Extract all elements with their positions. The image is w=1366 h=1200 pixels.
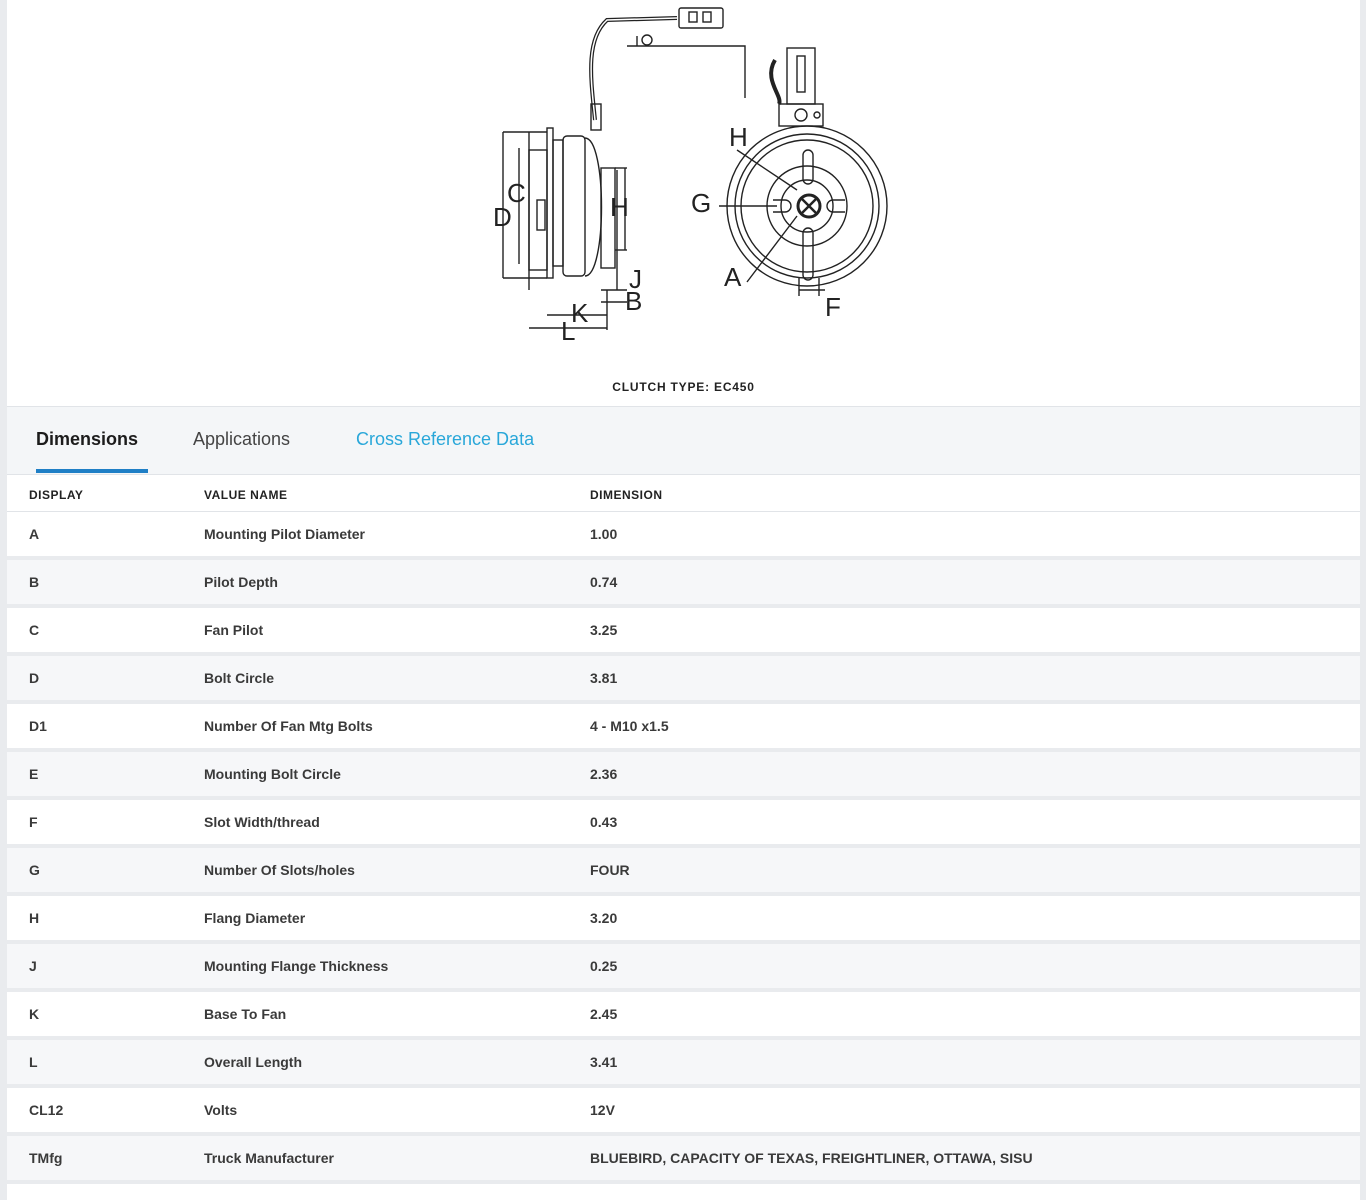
tab-cross-reference-data[interactable]	[356, 429, 534, 450]
table-row	[7, 848, 1360, 896]
cell-display: A	[29, 526, 40, 542]
svg-text:G: G	[691, 188, 712, 218]
column-header-dimension: DIMENSION	[590, 488, 663, 502]
svg-text:D: D	[493, 202, 512, 232]
active-tab-indicator	[36, 469, 148, 473]
cell-dimension: 2.36	[590, 766, 618, 782]
column-header-value-name: VALUE NAME	[204, 488, 288, 502]
cell-value-name: Truck Manufacturer	[204, 1150, 334, 1166]
table-row	[7, 608, 1360, 656]
svg-text:L: L	[561, 316, 576, 346]
tab-applications-label: Applications	[193, 429, 291, 449]
cell-display: G	[29, 862, 40, 878]
svg-text:B: B	[625, 286, 643, 316]
table-row	[7, 656, 1360, 704]
svg-text:H: H	[729, 122, 748, 152]
svg-text:J: J	[629, 264, 642, 294]
clutch-type-caption: CLUTCH TYPE: EC450	[612, 380, 755, 394]
cell-display: CL12	[29, 1102, 64, 1118]
cell-dimension: 4 - M10 x1.5	[590, 718, 669, 734]
cell-display: C	[29, 622, 40, 638]
cell-display: J	[29, 958, 37, 974]
cell-value-name: Mounting Bolt Circle	[204, 766, 341, 782]
cell-display: F	[29, 814, 38, 830]
cell-value-name: Base To Fan	[204, 1006, 287, 1022]
svg-text:F: F	[825, 292, 841, 322]
dimensions-table	[7, 475, 1360, 1184]
cell-value-name: Number Of Fan Mtg Bolts	[204, 718, 373, 734]
table-row	[7, 1088, 1360, 1136]
cell-dimension: 0.43	[590, 814, 618, 830]
table-row	[7, 560, 1360, 608]
cell-dimension: 3.25	[590, 622, 618, 638]
cell-display: D1	[29, 718, 47, 734]
table-row	[7, 1136, 1360, 1184]
tab-dimensions[interactable]	[36, 429, 138, 450]
cell-value-name: Bolt Circle	[204, 670, 275, 686]
cell-dimension: 3.41	[590, 1054, 618, 1070]
table-row	[7, 896, 1360, 944]
cell-dimension: FOUR	[590, 862, 630, 878]
clutch-technical-drawing	[467, 0, 927, 350]
cell-value-name: Volts	[204, 1102, 238, 1118]
tab-bar	[7, 406, 1360, 475]
cell-display: D	[29, 670, 40, 686]
table-row	[7, 1040, 1360, 1088]
table-row	[7, 944, 1360, 992]
cell-value-name: Slot Width/thread	[204, 814, 320, 830]
cell-dimension: 12V	[590, 1102, 615, 1118]
cell-value-name: Overall Length	[204, 1054, 303, 1070]
cell-value-name: Mounting Flange Thickness	[204, 958, 389, 974]
cell-value-name: Pilot Depth	[204, 574, 278, 590]
cell-display: E	[29, 766, 39, 782]
cell-value-name: Number Of Slots/holes	[204, 862, 355, 878]
clutch-diagram	[7, 0, 1360, 406]
table-row	[7, 704, 1360, 752]
svg-text:C: C	[507, 178, 526, 208]
table-body	[7, 512, 1360, 1184]
tab-applications[interactable]	[193, 429, 290, 450]
cell-dimension: BLUEBIRD, CAPACITY OF TEXAS, FREIGHTLINER, OTTAWA, SISU	[590, 1150, 1033, 1166]
cell-display: H	[29, 910, 40, 926]
product-detail-panel	[7, 0, 1360, 1200]
cell-display: K	[29, 1006, 40, 1022]
cell-display: L	[29, 1054, 38, 1070]
table-header	[7, 475, 1360, 512]
tab-cross-reference-data-label: Cross Reference Data	[356, 429, 535, 449]
cell-value-name: Flang Diameter	[204, 910, 306, 926]
cell-dimension: 0.74	[590, 574, 618, 590]
svg-text:A: A	[724, 262, 742, 292]
cell-dimension: 1.00	[590, 526, 618, 542]
cell-value-name: Fan Pilot	[204, 622, 264, 638]
column-header-display: DISPLAY	[29, 488, 84, 502]
cell-dimension: 3.20	[590, 910, 618, 926]
table-row	[7, 800, 1360, 848]
cell-dimension: 2.45	[590, 1006, 618, 1022]
cell-dimension: 0.25	[590, 958, 618, 974]
table-row	[7, 992, 1360, 1040]
table-row	[7, 752, 1360, 800]
cell-display: B	[29, 574, 40, 590]
tab-dimensions-label: Dimensions	[36, 429, 139, 449]
svg-text:H: H	[610, 192, 629, 222]
svg-text:K: K	[571, 298, 589, 328]
cell-dimension: 3.81	[590, 670, 618, 686]
cell-value-name: Mounting Pilot Diameter	[204, 526, 365, 542]
cell-display: TMfg	[29, 1150, 63, 1166]
table-row	[7, 512, 1360, 560]
